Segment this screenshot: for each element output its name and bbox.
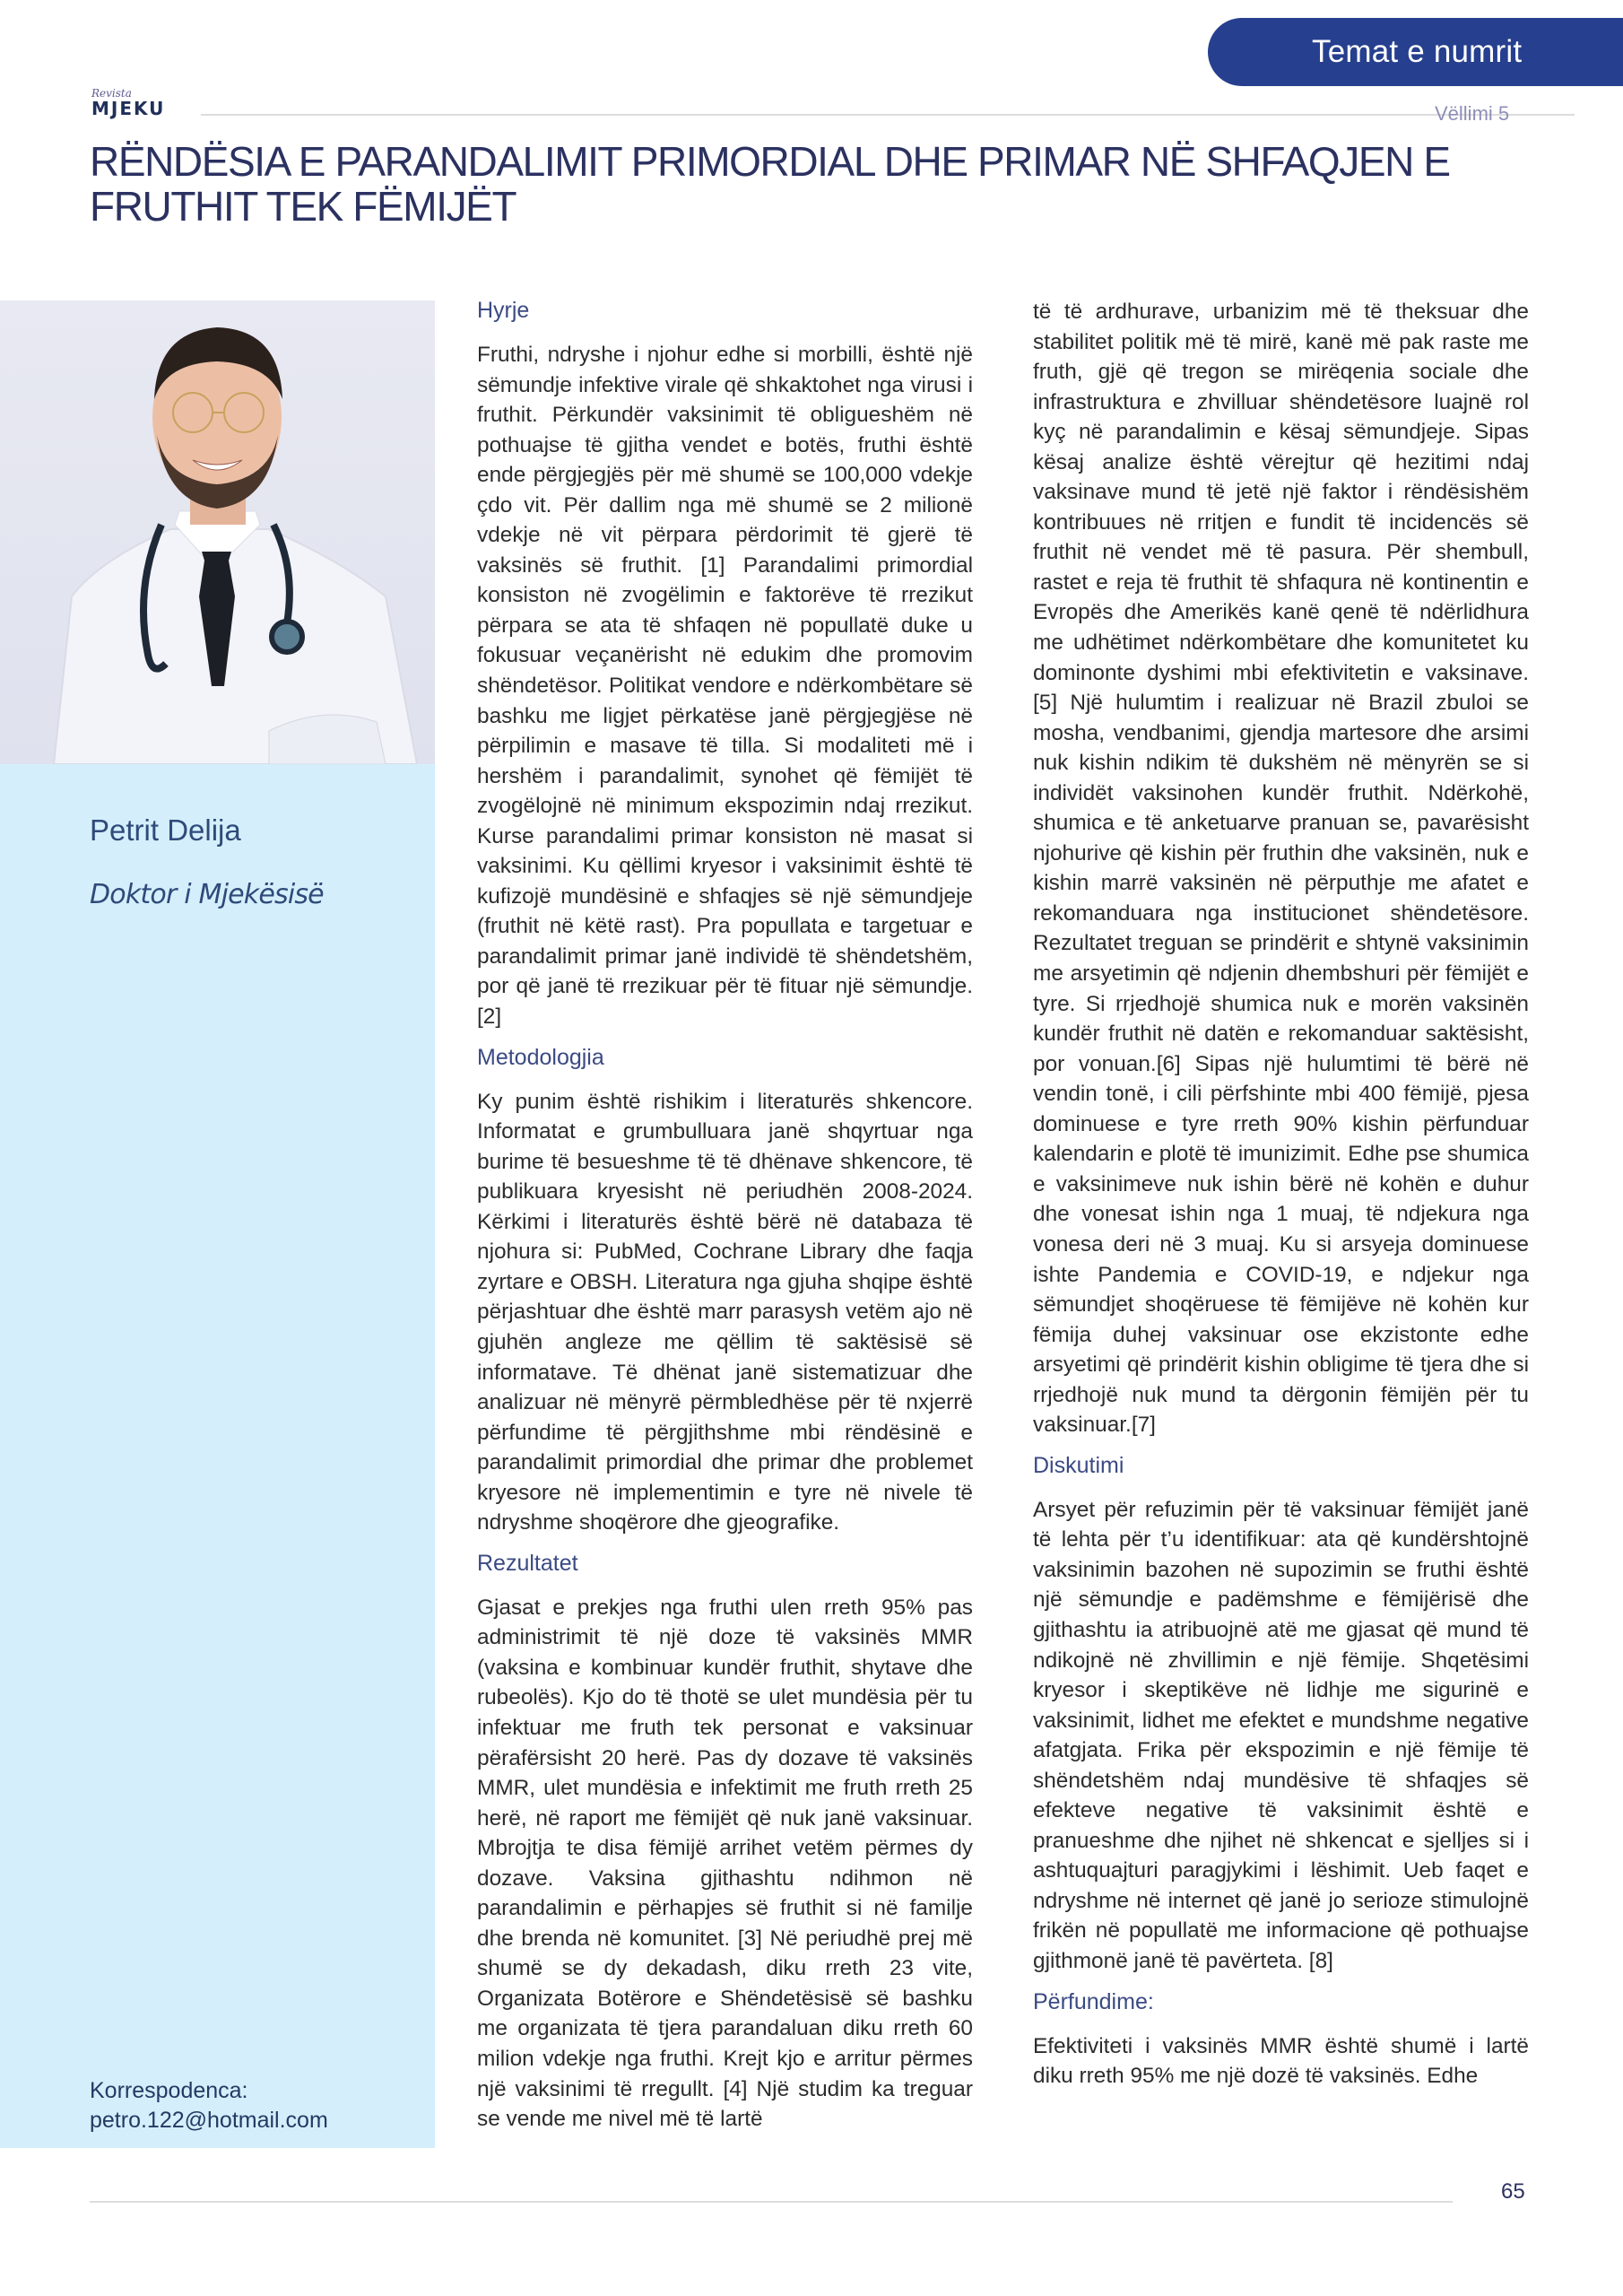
article-column-middle <box>477 296 973 2145</box>
paragraph-perfundime: Efektiviteti i vaksinës MMR është shumë i lartë diku rreth 95% me një dozë të vaksinës. Edhe <box>1033 2033 1529 2089</box>
correspondence-label: Korrespodenca: <box>90 2078 248 2103</box>
author-photo <box>0 300 435 764</box>
paragraph-rezultatet: Gjasat e prekjes nga fruthi ulen rreth 95% pas administrimit të një doze të vaksinës MMR (vaksina e kombinuar kundër fruthit, shytave dhe rubeolës). Kjo do të thotë se ulet mundësia për tu infektuar me fruth tek personat e vaksinuar përafërsisht 20 herë. Pas dy dozave të vaksinës MMR, ulet mundësia e infektimit me fruth rreth 25 herë, në raport me fëmijët që nuk janë vaksinuar. Mbrojtja te disa fëmijë arrihet vetëm përmes dy dozave. Vaksina gjithashtu ndihmon në parandalimin e përhapjes së fruthit si në familje dhe brenda në komunitet. [3] Në periudhë prej më shumë se dy dekadash, diku rreth 23 vite, Organizata Botërore e Shëndetësisë së bashku me organizata të tjera parandaluan diku rreth 60 milion vdekje nga fruthi. Krejt kjo e arritur përmes një vaksinimi të rregullt. [4] Një studim ka treguar se vende me nivel më të lartë <box>477 1595 973 2132</box>
section-heading-rezultatet: Rezultatet <box>477 1550 578 1576</box>
section-heading-metodologjia: Metodologjia <box>477 1044 604 1070</box>
paragraph-metodologjia: Ky punim është rishikim i literaturës shkencore. Informatat e grumbulluara janë shqyrtuar nga burime të besueshme të të dhënave shkencore, të publikuara kryesisht në periudhën 2008-2024. Kërkimi i literaturës është bërë në databaza të njohura si: PubMed, Cochrane Library dhe faqja zyrtare e OBSH. Literatura nga gjuha shqipe është përjashtuar dhe është marr parasysh vetëm ajo në gjuhën angleze me qëllim të saktësisë së informatave. Të dhënat janë sistematizuar dhe analizuar në mënyrë përmbledhëse për të nxjerrë përfundime të përgjithshme mbi rëndësinë e parandalimit primordial dhe primar dhe problemet kryesore në implementimin e tyre në nivele të ndryshme shoqërore dhe gjeografike. <box>477 1089 973 1535</box>
paragraph-hyrje: Fruthi, ndryshe i njohur edhe si morbilli, është një sëmundje infektive virale që shkaktohet nga virusi i fruthit. Përkundër vaksinimit të obligueshëm në pothuajse të gjitha vendet e botës, fruthi është ende përgjegjës për më shumë se 100,000 vdekje çdo vit. Për dallim nga më shumë se 2 milionë vdekje në vit përpara përdorimit të gjerë të vaksinës së fruthit. [1] Parandalimi primordial konsiston në zvogëlimin e faktorëve të rrezikut përpara se ata të shfaqen në popullatë duke u fokusuar veçanërisht në edukim dhe promovim shëndetësor. Politikat vendore e ndërkombëtare së bashku me ligjet përkatëse janë përgjegjëse në përpilimin e masave të tilla. Si modaliteti më i hershëm i parandalimit, synohet që fëmijët të zvogëlojnë në minimum ekspozimin ndaj rrezikut. Kurse parandalimi primar konsiston në masat si vaksinimi. Ku qëllimi kryesor i vaksinimit është të kufizojë mundësinë e shfaqjes së një sëmundjeje (fruthit në këtë rast). Pra popullata e targetuar e parandalimit primar janë individë të shëndetshëm, por që janë të rrezikuar për të fituar një sëmundje. [2] <box>477 343 973 1030</box>
volume-label: Vëllimi 5 <box>1435 102 1510 125</box>
author-role: Doktor i Mjekësisë <box>90 879 324 910</box>
page-number: 65 <box>1501 2179 1525 2204</box>
author-sidebar <box>0 300 435 2148</box>
section-heading-hyrje: Hyrje <box>477 298 530 323</box>
footer-divider <box>90 2201 1453 2203</box>
author-portrait-icon <box>0 300 435 764</box>
paragraph-rezultatet-continued: të të ardhurave, urbanizim më të theksuar dhe stabilitet politik më të mirë, kanë më pak raste me fruth, gjë që tregon se mirëqenia sociale dhe infrastruktura e zhvilluar shëndetësore luajnë rol kyç në parandalimin e kësaj sëmundjeje. Sipas kësaj analize është vërejtur që hezitimi ndaj vaksinave mund të jetë një faktor i rëndësishëm kontribuues në rritjen e fundit të incidencës së fruthit në vendet më të pasura. Për shembull, rastet e reja të fruthit të shfaqura në kontinentin e Evropës dhe Amerikës kanë qenë të ndërlidhura me udhëtimet ndërkombëtare dhe komunitetet ku dominonte dyshimi mbi efektivitetin e vaksinave. [5] Një hulumtim i realizuar në Brazil zbuloi se mosha, vendbanimi, gjendja martesore dhe arsimi nuk kishin ndikim të dukshëm në mënyrën se si individët vaksinohen kundër fruthit. Ndërkohë, shumica e të anketuarve pranuan se, pavarësisht njohurive që kishin për fruthin dhe vaksinën, nuk e kishin marrë vaksinën në përputhje me afatet e rekomanduara nga institucionet shëndetësore. Rezultatet treguan se prindërit e shtynë vaksinimin me arsyetimin që ndjenin dhembshuri për fëmijët e tyre. Si rrjedhojë shumica nuk e morën vaksinën kundër fruthit në datën e rekomanduar saktësisht, por vonuan.[6] Sipas një hulumtimi të bërë në vendin tonë, i cili përfshinte mbi 400 fëmijë, pjesa dominuese e tyre rreth 90% kishin përfunduar kalendarin e plotë të imunizimit. Edhe pse shumica e vaksinimeve nuk ishin bërë në kohën e duhur dhe vonesat ishin nga 1 muaj, të ndjekura nga vonesa deri në 3 muaj. Ku si arsyeja dominuese ishte Pandemia e COVID-19, e ndjekur nga sëmundjet shoqëruese të fëmijëve në kohën kur fëmija duhej vaksinuar ose ekzistonte edhe arsyetimi që prindërit kishin obligime të tjera dhe si rrjedhojë nuk mund ta dërgonin fëmijën për tu vaksinuar.[7] <box>1033 300 1529 1438</box>
section-tab: Temat e numrit <box>1208 18 1623 86</box>
logo-main-text: MJEKU <box>91 98 166 119</box>
section-heading-diskutimi: Diskutimi <box>1033 1452 1124 1478</box>
journal-logo <box>91 88 165 118</box>
author-email[interactable]: petro.122@hotmail.com <box>90 2108 328 2133</box>
logo-small-text: Revista <box>91 87 132 100</box>
author-name: Petrit Delija <box>90 813 241 847</box>
paragraph-diskutimi: Arsyet për refuzimin për të vaksinuar fëmijët janë të lehta për t’u identifikuar: ata që kundërshtojnë vaksinimin bazohen në supozimin se fruthi është një sëmundje e padëmshme e fëmijërisë dhe gjithashtu ia atribuojnë atë me gjasat që mund të ndikojnë në zhvillimin e një fëmije. Shqetësimi kryesor i skeptikëve në lidhje me sigurinë e vaksinimit, lidhet me efektet e mundshme negative afatgjata. Frika për ekspozimin e një fëmije të shëndetshëm ndaj mundësive të shfaqjes së efekteve negative të vaksinimit është e pranueshme dhe njihet në shkencat e sjelljes si i ashtuquajturi paragjykimi i lëshimit. Ueb faqet e ndryshme në internet që janë jo serioze stimulojnë frikën në popullatë me informacione që pothuajse gjithmonë janë të pavërteta. [8] <box>1033 1497 1529 1973</box>
article-column-right <box>1033 297 1529 2102</box>
article-title: RËNDËSIA E PARANDALIMIT PRIMORDIAL DHE PRIMAR NË SHFAQJEN E FRUTHIT TEK FËMIJËT <box>90 138 1450 230</box>
header-divider <box>201 114 1575 116</box>
section-heading-perfundime: Përfundime: <box>1033 1988 1154 2014</box>
correspondence <box>90 2076 328 2135</box>
